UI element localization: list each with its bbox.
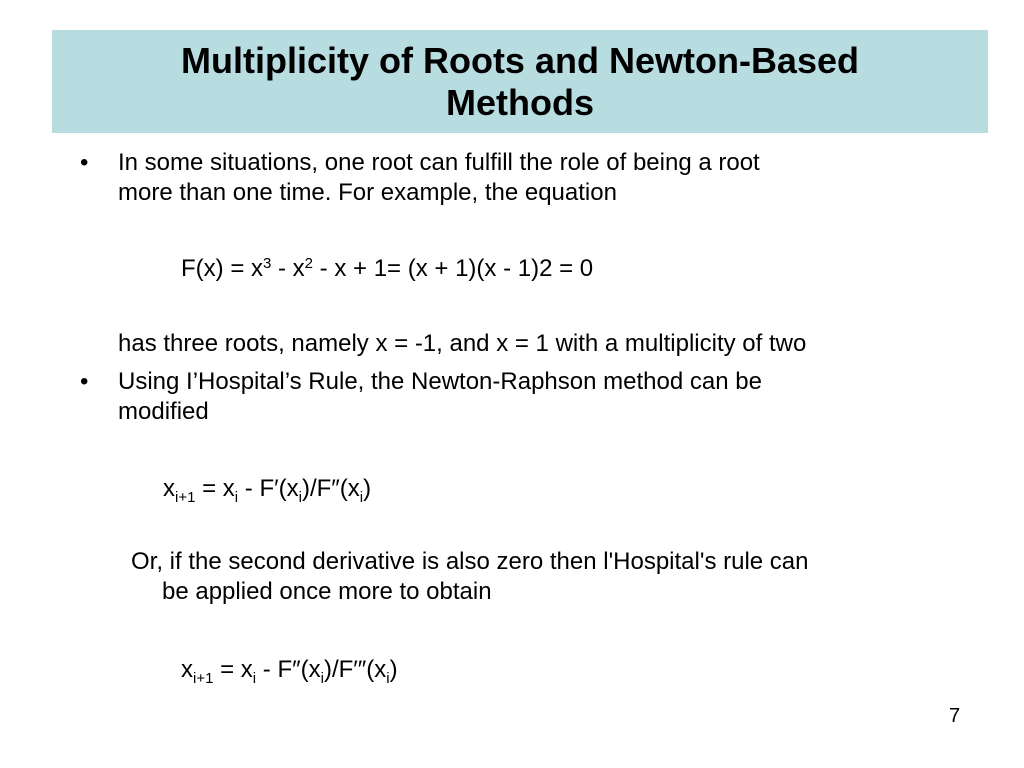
or-text-line2: be applied once more to obtain [162,578,492,605]
bullet-marker-2: • [80,368,89,395]
roots-text: has three roots, namely x = -1, and x = 1 with a multiplicity of two [118,330,807,357]
bullet-marker-1: • [80,149,89,176]
bullet1-line2: more than one time. For example, the equation [118,179,617,206]
slide-title: Multiplicity of Roots and Newton-Based Methods [180,39,859,123]
equation-polynomial: $F(x) = x^3 - x^2 - x + 1= (x + 1)(x - 1)2 = 0$ [181,255,594,282]
bullet2-line2: modified [118,398,209,425]
equation-second-modified: $x_{i+1} = x_i - F''(x_i)/F'''(x_i)$ [181,656,398,687]
equation-modified-newton: $x_{i+1} = x_i - F'(x_i)/F''(x_i)$ [163,475,372,506]
bullet2-line1: Using I’Hospital’s Rule, the Newton-Raphson method can be [118,368,762,395]
or-text-line1: Or, if the second derivative is also zero then l'Hospital's rule can [131,548,809,575]
page-number: 7 [949,705,961,727]
bullet1-line1: In some situations, one root can fulfill the role of being a root [118,149,760,176]
title-bar [52,30,988,133]
